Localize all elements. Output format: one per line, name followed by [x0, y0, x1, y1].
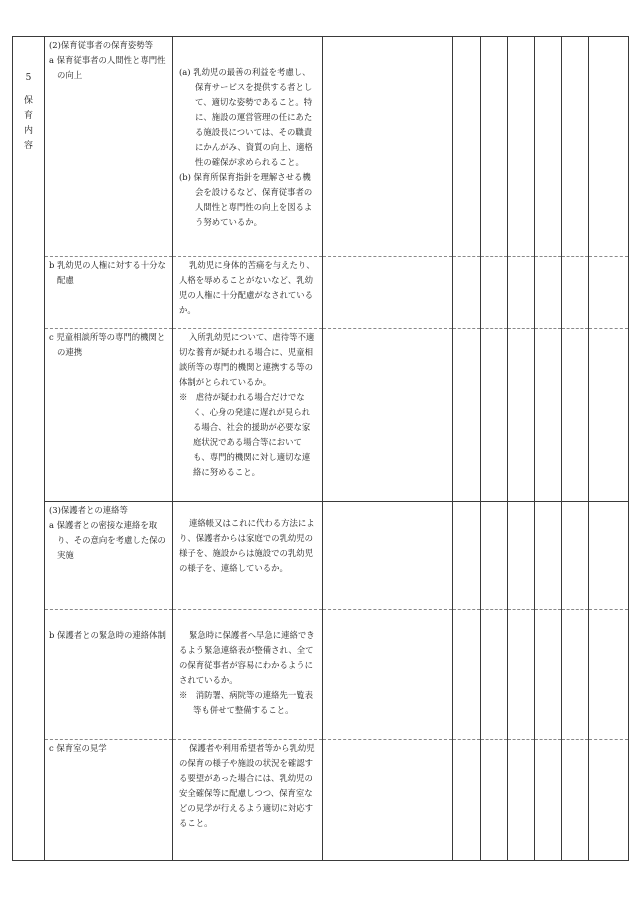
item-label: b 保護者との緊急時の連絡体制	[49, 630, 166, 640]
remarks-cell	[589, 610, 629, 740]
result-cell	[323, 329, 453, 502]
item-cell	[45, 257, 173, 329]
criteria-text: 保護者や利用希望者等から乳幼児の保育の様子や施設の状況を確認する要望があった場合には、乳幼児の安全確保等に配慮しつつ、保育室などの見学が行えるよう適切に対応すること。	[179, 743, 315, 828]
item-cell	[45, 502, 173, 610]
check-cell	[481, 257, 508, 329]
check-cell	[562, 37, 589, 257]
check-cell	[562, 740, 589, 861]
section-title-char: 育	[23, 111, 33, 121]
check-cell	[481, 502, 508, 610]
check-cell	[453, 740, 481, 861]
criteria-cell	[173, 37, 323, 257]
check-cell	[535, 329, 562, 502]
remarks-cell	[589, 740, 629, 861]
criteria-cell	[173, 257, 323, 329]
item-cell	[45, 610, 173, 740]
inspection-table	[12, 36, 629, 861]
criteria-text: (b) 保育所保育指針を理解させる機会を設けるなど、保育従事者の人間性と専門性の向上を図るよう努めているか。	[179, 172, 313, 227]
remarks-cell	[589, 257, 629, 329]
result-cell	[323, 740, 453, 861]
criteria-cell	[173, 502, 323, 610]
criteria-cell	[173, 329, 323, 502]
check-cell	[508, 610, 535, 740]
section-number: 5	[25, 73, 32, 83]
item-cell	[45, 329, 173, 502]
item-cell	[45, 37, 173, 257]
check-cell	[453, 257, 481, 329]
remarks-cell	[589, 37, 629, 257]
check-cell	[453, 37, 481, 257]
check-cell	[535, 37, 562, 257]
remarks-cell	[589, 502, 629, 610]
check-cell	[508, 37, 535, 257]
remarks-cell	[589, 329, 629, 502]
check-cell	[481, 740, 508, 861]
item-label: a 保育従事者の人間性と専門性の向上	[49, 55, 166, 80]
check-cell	[535, 257, 562, 329]
check-cell	[481, 329, 508, 502]
criteria-text: (a) 乳幼児の最善の利益を考慮し、保育サービスを提供する者として、適切な姿勢であること。特に、施設の運営管理の任にあたる施設長については、その職責にかんがみ、資質の向上、適格性の確保が求められること。	[179, 67, 313, 167]
criteria-text: 入所乳幼児について、虐待等不適切な養育が疑われる場合に、児童相談所等の専門的機関と連携する等の体制がとられているか。	[179, 332, 315, 387]
section-title-char: 容	[23, 141, 33, 151]
check-cell	[562, 257, 589, 329]
check-cell	[562, 502, 589, 610]
check-cell	[453, 610, 481, 740]
criteria-cell	[173, 740, 323, 861]
check-cell	[508, 740, 535, 861]
subsection-heading: (2)保育従事者の保育姿勢等	[49, 40, 153, 50]
criteria-note: ※ 虐待が疑われる場合だけでなく、心身の発達に遅れが見られる場合、社会的援助が必要な家庭状況である場合等においても、専門的機関に対し適切な連絡に努めること。	[179, 392, 311, 477]
check-cell	[453, 329, 481, 502]
item-label: b 乳幼児の人権に対する十分な配慮	[49, 260, 166, 285]
check-cell	[535, 502, 562, 610]
check-cell	[481, 37, 508, 257]
result-cell	[323, 37, 453, 257]
item-cell	[45, 740, 173, 861]
criteria-text: 連絡帳又はこれに代わる方法により、保護者からは家庭での乳幼児の様子を、施設からは施設での乳幼児の様子を、連絡しているか。	[179, 518, 315, 573]
result-cell	[323, 610, 453, 740]
check-cell	[453, 502, 481, 610]
criteria-text: 乳幼児に身体的苦痛を与えたり、人格を辱めることがないなど、乳幼児の人権に十分配慮がなされているか。	[179, 260, 315, 315]
section-title-char: 内	[23, 126, 33, 136]
criteria-text: 緊急時に保護者へ早急に連絡できるよう緊急連絡表が整備され、全ての保育従事者が容易にわかるようにされているか。	[179, 630, 315, 685]
check-cell	[508, 329, 535, 502]
check-cell	[562, 329, 589, 502]
item-label: c 保育室の見学	[49, 743, 107, 753]
criteria-cell	[173, 610, 323, 740]
check-cell	[508, 502, 535, 610]
criteria-note: ※ 消防署、病院等の連絡先一覧表等も併せて整備すること。	[179, 690, 313, 715]
result-cell	[323, 502, 453, 610]
check-cell	[562, 610, 589, 740]
section-label	[13, 37, 45, 861]
result-cell	[323, 257, 453, 329]
check-cell	[508, 257, 535, 329]
check-cell	[481, 610, 508, 740]
item-label: c 児童相談所等の専門的機関との連携	[49, 332, 166, 357]
check-cell	[535, 740, 562, 861]
subsection-heading: (3)保護者との連絡等	[49, 505, 128, 515]
section-title-char: 保	[23, 96, 33, 106]
check-cell	[535, 610, 562, 740]
item-label: a 保護者との密接な連絡を取り、その意向を考慮した保の実施	[49, 520, 166, 560]
